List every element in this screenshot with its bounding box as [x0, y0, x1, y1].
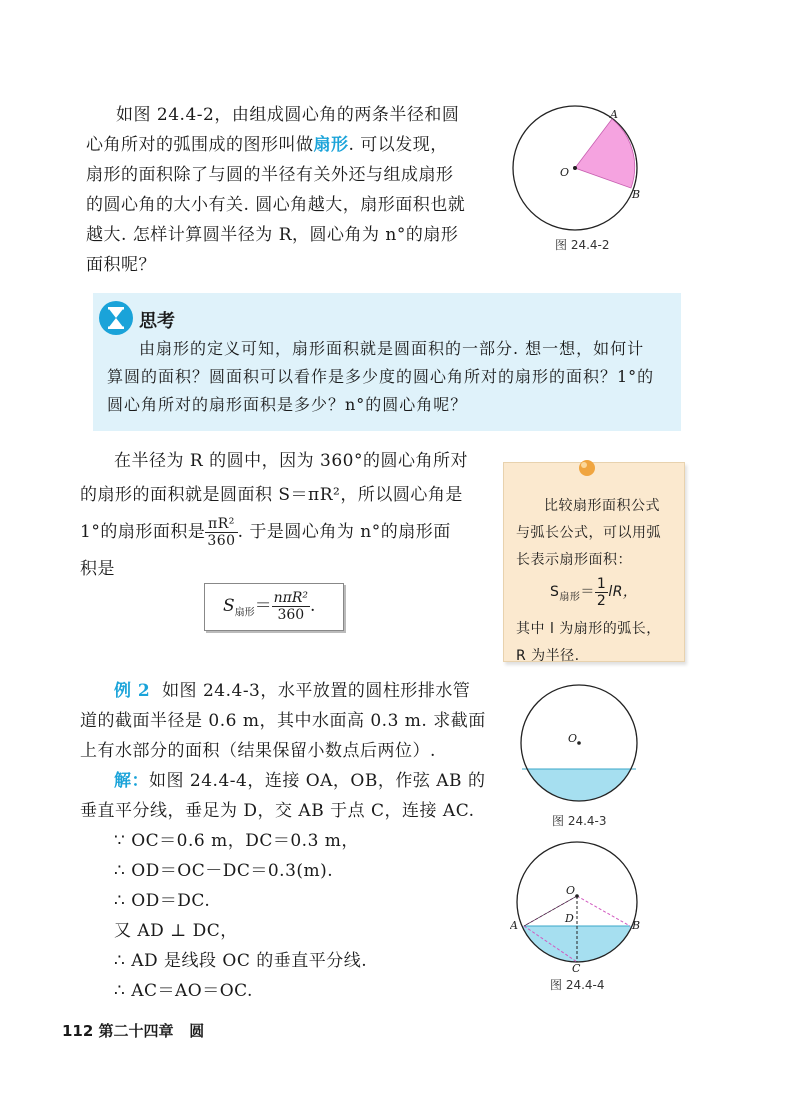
example-paragraph [80, 676, 486, 766]
example-line-2: 道的截面半径是 0.6 m，其中水面高 0.3 m. 求截面 [80, 711, 486, 731]
label-o-2: O [568, 732, 578, 745]
sector-shape [575, 119, 635, 188]
think-line-1: 由扇形的定义可知，扇形面积就是圆面积的一部分. 想一想，如何计 [139, 339, 645, 358]
intro-line-2: 心角所对的弧围成的图形叫做扇形. 可以发现， [86, 135, 448, 155]
solution-label: 解： [114, 771, 149, 791]
think-line-2: 算圆的面积？圆面积可以看作是多少度的圆心角所对的扇形的面积？1°的 [107, 367, 655, 386]
note-fraction: $\frac{1}{2}$ [596, 575, 607, 609]
page-footer [62, 1020, 204, 1041]
note-line-1: 比较扇形面积公式 [544, 498, 660, 514]
derivation-line-4: 积是 [80, 559, 115, 579]
derivation-line-3: 1°的扇形面积是 $\frac{\text{πR²}}{360}$ . 于是圆心角为 n°的扇形面 [80, 516, 451, 549]
label-b: B [632, 188, 641, 201]
intro-line-3: 扇形的面积除了与圆的半径有关外还与组成扇形 [86, 165, 454, 185]
think-icon [97, 299, 135, 337]
solution-step-4: 又 AD ⊥ DC， [114, 921, 238, 941]
example-label: 例 2 [114, 681, 151, 701]
solution-line-1: 解：如图 24.4-4，连接 OA，OB，作弦 AB 的 [114, 771, 486, 791]
note-line-3: 长表示扇形面积： [516, 552, 632, 568]
note-line-5: R 为半径. [516, 647, 580, 664]
fraction-one-degree: $\frac{\text{πR²}}{360}$ [207, 516, 236, 549]
derivation-line-1: 在半径为 R 的圆中，因为 360°的圆心角所对 [114, 451, 468, 471]
note-text [516, 493, 661, 670]
intro-line-1: 如图 24.4-2，由组成圆心角的两条半径和圆 [116, 105, 460, 125]
label-o: O [560, 166, 570, 179]
think-text [107, 335, 654, 419]
example-line-3: 上有水部分的面积（结果保留小数点后两位）. [80, 741, 436, 761]
derivation-paragraph [80, 444, 468, 586]
note-line-2: 与弧长公式，可以用弧 [516, 525, 661, 541]
label-a-3: A [510, 919, 518, 932]
formula-fraction: $\frac{\text{nπR²}}{360}$ [273, 590, 309, 623]
sector-area-formula: $S_{扇形}=$ $\frac{\text{nπR²}}{360}$ . [204, 583, 344, 631]
solution-step-3: ∴ OD＝DC. [114, 891, 211, 911]
think-line-3: 圆心角所对的扇形面积是多少？n°的圆心角呢？ [107, 395, 468, 414]
intro-paragraph [86, 100, 465, 280]
derivation-line-2: 的扇形的面积就是圆面积 S＝πR²，所以圆心角是 [80, 485, 463, 505]
figure-caption-3: 图 24.4-4 [550, 978, 605, 992]
label-d-3: D [565, 912, 574, 925]
chapter-title: 圆 [189, 1022, 205, 1040]
solution-step-2: ∴ OD＝OC－DC＝0.3(m). [114, 861, 334, 881]
label-a: A [610, 108, 618, 121]
solution-line-2: 垂直平分线，垂足为 D，交 AB 于点 C，连接 AC. [80, 801, 475, 821]
label-c-3: C [572, 962, 581, 974]
label-o-3: O [566, 884, 576, 897]
solution-paragraph [80, 766, 485, 1006]
figure-pipe-construction [510, 834, 644, 974]
figure-sector [500, 100, 660, 240]
intro-line-5: 越大. 怎样计算圆半径为 R，圆心角为 n°的扇形 [86, 225, 459, 245]
solution-step-6: ∴ AC＝AO＝OC. [114, 981, 253, 1001]
label-b-3: B [632, 919, 641, 932]
chapter-name: 第二十四章 [98, 1022, 174, 1040]
figure-pipe-water [514, 678, 644, 808]
think-box [93, 293, 681, 431]
think-title: 思考 [139, 311, 175, 332]
figure-caption-1: 图 24.4-2 [555, 238, 610, 252]
water-region [514, 769, 644, 808]
pin-icon [576, 457, 598, 479]
intro-line-6: 面积呢？ [86, 255, 156, 275]
intro-line-4: 的圆心角的大小有关. 圆心角越大，扇形面积也就 [86, 195, 466, 215]
note-formula: $S_{扇形}=$ $\frac{1}{2}$ lR， [550, 575, 638, 609]
page-number: 112 [62, 1022, 94, 1040]
note-card [503, 462, 685, 662]
solution-step-1: ∵ OC＝0.6 m，DC＝0.3 m， [114, 831, 359, 851]
example-line-1: 例 2 如图 24.4-3，水平放置的圆柱形排水管 [114, 681, 471, 701]
term-sector: 扇形 [313, 135, 349, 155]
figure-caption-2: 图 24.4-3 [552, 814, 607, 828]
solution-step-5: ∴ AD 是线段 OC 的垂直平分线. [114, 951, 368, 971]
note-line-4: 其中 l 为扇形的弧长， [516, 620, 661, 637]
